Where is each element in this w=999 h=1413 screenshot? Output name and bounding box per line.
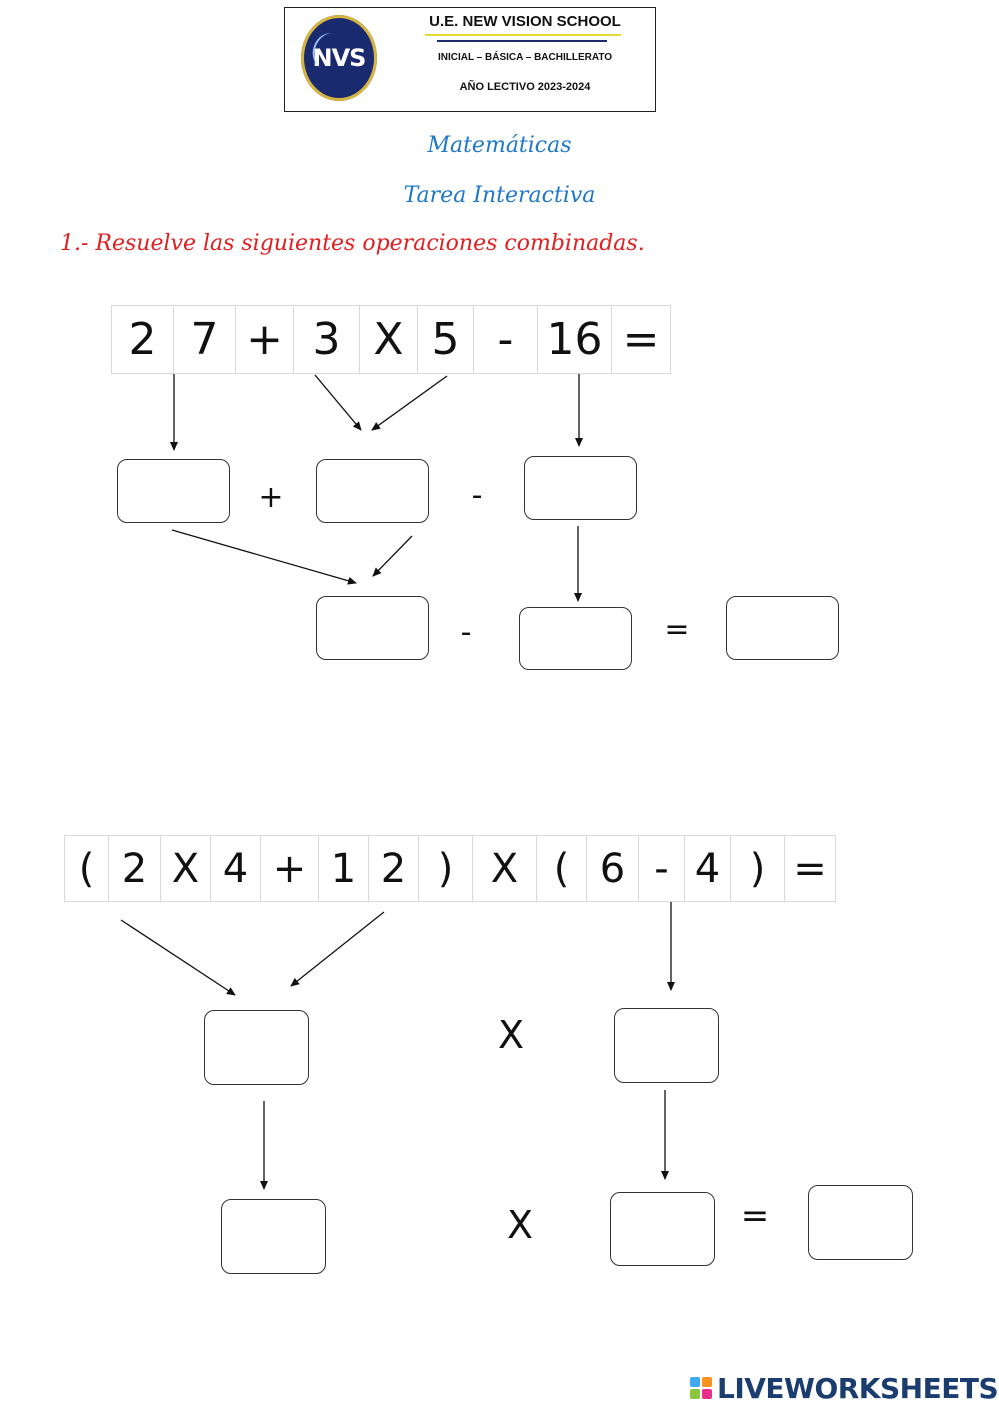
expression-cell: X (473, 836, 537, 901)
expression-cell: ( (65, 836, 109, 901)
expression-cell: ) (419, 836, 473, 901)
expression-cell: + (236, 306, 294, 373)
expression-cell: 6 (587, 836, 639, 901)
expression-cell: 5 (418, 306, 474, 373)
expression-cell: 2 (109, 836, 161, 901)
expression-cell: 4 (211, 836, 261, 901)
expression-cell: 4 (685, 836, 731, 901)
arrow-line (291, 912, 384, 986)
school-year: AÑO LECTIVO 2023-2024 (459, 81, 591, 93)
expression-cell: 2 (112, 306, 174, 373)
expression-cell: = (793, 845, 827, 892)
liveworksheets-logo (690, 1372, 998, 1405)
liveworksheets-brand: LIVEWORKSHEETS (717, 1372, 999, 1405)
operator-times: X (506, 1203, 534, 1247)
expression-cell: + (261, 836, 319, 901)
operator-minus: - (471, 478, 483, 513)
expression-cell: ) (731, 836, 785, 901)
operator-minus: - (460, 615, 472, 650)
expression-cell: ( (537, 836, 587, 901)
expression-cell: X (161, 836, 211, 901)
expression-cell: 3 (294, 306, 360, 373)
arrow-line (372, 376, 447, 430)
arrow-line (121, 920, 235, 995)
expression-cell: 7 (174, 306, 236, 373)
expression-cell: = (622, 314, 660, 365)
school-name: U.E. NEW VISION SCHOOL (429, 13, 621, 30)
arrow-line (373, 536, 412, 576)
liveworksheets-icon (690, 1377, 714, 1401)
operator-equals: = (664, 612, 690, 647)
school-levels: INICIAL – BÁSICA – BACHILLERATO (437, 52, 613, 63)
expression-cell: 2 (369, 836, 419, 901)
expression-cell: 16 (538, 306, 612, 373)
arrow-line (315, 375, 361, 430)
operator-plus: + (258, 480, 284, 515)
arrow-line (172, 530, 356, 583)
task-title: Tarea Interactiva (403, 183, 596, 208)
operator-times: X (497, 1013, 525, 1057)
operator-equals: = (740, 1196, 770, 1236)
expression-cell: - (639, 836, 685, 901)
expression-cell: 1 (319, 836, 369, 901)
instruction-text: 1.- Resuelve las siguientes operaciones combinadas. (60, 231, 645, 256)
logo-text: NVS (312, 44, 366, 72)
subject-title: Matemáticas (427, 133, 572, 158)
expression-cell: - (474, 306, 538, 373)
expression-cell: X (360, 306, 418, 373)
